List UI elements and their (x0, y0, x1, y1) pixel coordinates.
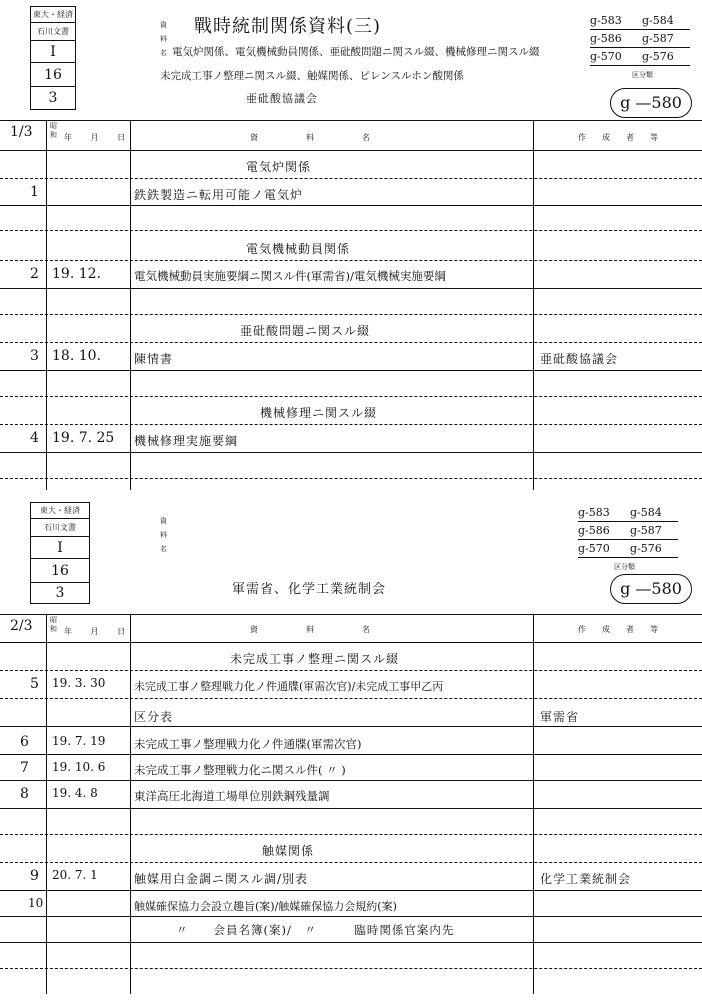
stamp-sub: 3 (55, 585, 65, 601)
col-era-2: 昭和 (50, 616, 57, 633)
class-code: g —580 (610, 574, 692, 604)
code-block (578, 506, 678, 560)
subtitle: 軍需省、化学工業統制会 (232, 582, 387, 597)
row-title: 陳情書 (134, 352, 174, 366)
stamp-collection: 石川文書 (31, 23, 75, 41)
row-no: 5 (30, 676, 39, 692)
row-title: 鉄鉄製造ニ転用可能ノ電気炉 (134, 188, 304, 202)
stamp-sub: 3 (48, 90, 58, 106)
stamp-collection: 石川文書 (31, 519, 89, 537)
row-date: 19. 4. 8 (52, 786, 98, 800)
code-block (590, 14, 690, 68)
code-2: g-584 (630, 506, 662, 519)
row-date: 19. 7. 25 (52, 430, 115, 446)
class-code: g —580 (610, 88, 692, 118)
row-no: 2 (30, 266, 39, 282)
code-3: g-586 (590, 32, 622, 45)
code-2: g-584 (642, 14, 674, 27)
archive-stamp (30, 6, 76, 110)
archive-stamp (30, 502, 90, 604)
code-5: g-570 (590, 50, 622, 63)
document-title: 戰時統制関係資料(三) (194, 16, 382, 37)
section-heading: 電気機械動員関係 (246, 242, 351, 256)
stamp-vol: I (31, 41, 75, 63)
col-date-1: 年 月 日 (64, 133, 134, 142)
row-title: 機械修理実施要綱 (134, 434, 239, 448)
row-no: 4 (30, 430, 39, 446)
section-heading: 未完成工事ノ整理ニ関スル綴 (230, 652, 400, 666)
code-6: g-576 (642, 50, 674, 63)
row-title: 未完成工事ノ整理戦力化ニ関スル件( 〃 ) (134, 763, 346, 777)
row-no: 1 (30, 184, 39, 200)
page-marker-1: 1/3 (10, 124, 33, 140)
code-4: g-587 (630, 524, 662, 537)
row-title: 未完成工事ノ整理戦力化ノ件通牒(軍需次官) (134, 737, 362, 751)
section-heading: 触媒関係 (262, 844, 315, 858)
stamp-org: 東大・経済 (31, 7, 75, 23)
row-date: 20. 7. 1 (52, 868, 98, 882)
row-title: 区分表 (134, 710, 174, 724)
row-no: 6 (20, 734, 29, 750)
row-title: 電気機械動員実施要綱ニ関スル件(軍需省)/電気機械実施要綱 (134, 269, 446, 283)
class-label: 区分類 (614, 563, 635, 571)
code-6: g-576 (630, 542, 662, 555)
code-3: g-586 (578, 524, 610, 537)
code-1: g-583 (578, 506, 610, 519)
row-date: 19. 10. 6 (52, 760, 106, 774)
row-author: 亜砒酸協議会 (540, 352, 619, 366)
stamp-no: 16 (31, 63, 75, 87)
row-no: 7 (20, 760, 29, 776)
stamp-org: 東大・経済 (31, 503, 89, 519)
row-title: 触媒用白金調ニ関スル調/別表 (134, 872, 309, 886)
row-date: 19. 12. (52, 266, 101, 282)
section-heading: 機械修理ニ関スル綴 (260, 406, 378, 420)
section-heading: 電気炉関係 (246, 160, 312, 174)
subtitle-line2: 未完成工事ノ整理ニ関スル綴、触媒関係、ピレンスルホン酸関係 (160, 70, 464, 82)
page-marker-2: 2/3 (10, 618, 33, 634)
code-1: g-583 (590, 14, 622, 27)
col-date-2: 年 月 日 (64, 627, 134, 636)
header-label: 資料名 (160, 517, 167, 553)
row-date: 19. 7. 19 (52, 734, 106, 748)
row-author: 化学工業統制会 (540, 872, 632, 886)
code-4: g-587 (642, 32, 674, 45)
row-author: 軍需省 (540, 710, 580, 724)
row-title: 触媒確保協力会設立趣旨(案)/触媒確保協力会規約(案) (134, 900, 397, 913)
row-title: 〃 会員名簿(案)/ 〃 臨時関係官案内先 (176, 923, 455, 937)
row-no: 3 (30, 348, 39, 364)
subtitle-line1: 電気炉関係、電気機械動員関係、亜砒酸問題ニ関スル綴、機械修理ニ関スル綴 (172, 46, 540, 58)
col-title-1: 資 料 名 (250, 133, 390, 142)
class-label: 区分類 (632, 71, 653, 79)
stamp-no: 16 (31, 559, 89, 583)
col-author-1: 作 成 者 等 (578, 133, 662, 142)
row-date: 19. 3. 30 (52, 676, 106, 690)
section-heading: 亜砒酸問題ニ関スル綴 (240, 324, 371, 338)
row-title: 東洋高圧北海道工場単位別鉄鋼残量調 (134, 789, 330, 803)
col-era-1: 昭和 (50, 122, 57, 139)
col-title-2: 資 料 名 (250, 625, 390, 634)
subtitle-line3: 亜砒酸協議会 (246, 92, 318, 105)
row-no: 9 (30, 868, 39, 884)
code-5: g-570 (578, 542, 610, 555)
row-no: 8 (20, 786, 29, 802)
row-title: 未完成工事ノ整理戦力化ノ件通牒(軍需次官)/未完成工事甲乙丙 (134, 680, 444, 693)
col-author-2: 作 成 者 等 (578, 625, 662, 634)
row-no: 10 (28, 896, 44, 910)
row-date: 18. 10. (52, 348, 101, 364)
stamp-vol: I (31, 537, 89, 559)
header-label: 資料名 (160, 21, 167, 57)
